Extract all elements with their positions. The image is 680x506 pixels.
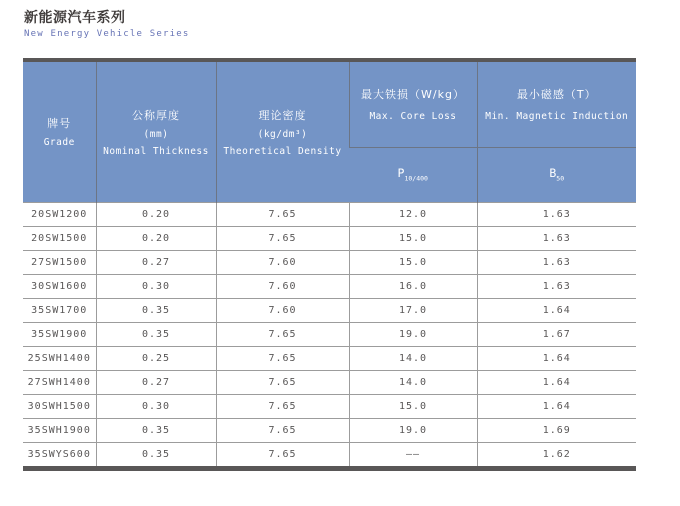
- table-cell: 7.65: [216, 418, 349, 442]
- table-cell: 1.64: [477, 346, 636, 370]
- header-theoretical-density: [216, 62, 349, 202]
- table-cell: 0.30: [96, 394, 216, 418]
- table-row: [23, 226, 636, 250]
- table-cell: 20SW1200: [23, 202, 96, 226]
- table-cell: ——: [349, 442, 477, 466]
- table-cell: 1.63: [477, 250, 636, 274]
- table-cell: 7.60: [216, 298, 349, 322]
- table-row: [23, 394, 636, 418]
- table-cell: 7.65: [216, 370, 349, 394]
- table-cell: 14.0: [349, 346, 477, 370]
- table-cell: 7.60: [216, 274, 349, 298]
- page-title: 新能源汽车系列: [24, 10, 126, 26]
- table-cell: 1.64: [477, 298, 636, 322]
- table-row: [23, 274, 636, 298]
- table-cell: 0.20: [96, 226, 216, 250]
- table-cell: 1.63: [477, 202, 636, 226]
- table-cell: 35SWYS600: [23, 442, 96, 466]
- header-density-zh: 理论密度: [258, 108, 307, 122]
- table-cell: 27SWH1400: [23, 370, 96, 394]
- table-cell: 0.20: [96, 202, 216, 226]
- table-cell: 7.65: [216, 322, 349, 346]
- spec-table-container: [23, 58, 636, 471]
- table-row: [23, 442, 636, 466]
- table-header: [23, 62, 636, 202]
- header-coreloss-en: Max. Core Loss: [369, 111, 457, 123]
- header-thickness-en: Nominal Thickness: [103, 145, 209, 157]
- p-symbol: P: [397, 166, 405, 181]
- header-b50: [477, 147, 636, 202]
- table-cell: 19.0: [349, 418, 477, 442]
- table-row: [23, 418, 636, 442]
- table-cell: 0.30: [96, 274, 216, 298]
- table-cell: 0.35: [96, 442, 216, 466]
- header-grade: [23, 62, 96, 202]
- table-cell: 30SW1600: [23, 274, 96, 298]
- header-thickness-zh: 公称厚度: [132, 108, 180, 122]
- header-induction-en: Min. Magnetic Induction: [485, 111, 629, 123]
- table-row: [23, 298, 636, 322]
- header-induction-zh: 最小磁感（T）: [516, 88, 597, 102]
- table-cell: 35SW1900: [23, 322, 96, 346]
- table-row: [23, 370, 636, 394]
- table-cell: 16.0: [349, 274, 477, 298]
- table-cell: 12.0: [349, 202, 477, 226]
- table-cell: 17.0: [349, 298, 477, 322]
- table-row: [23, 346, 636, 370]
- table-cell: 7.65: [216, 226, 349, 250]
- table-cell: 19.0: [349, 322, 477, 346]
- table-cell: 1.69: [477, 418, 636, 442]
- table-cell: 0.35: [96, 418, 216, 442]
- table-cell: 20SW1500: [23, 226, 96, 250]
- table-cell: 7.65: [216, 346, 349, 370]
- b-symbol: B: [549, 166, 557, 181]
- header-thickness-unit: (mm): [143, 128, 169, 140]
- table-cell: 1.62: [477, 442, 636, 466]
- table-cell: 25SWH1400: [23, 346, 96, 370]
- table-cell: 35SWH1900: [23, 418, 96, 442]
- table-cell: 7.65: [216, 442, 349, 466]
- table-row: [23, 322, 636, 346]
- table-cell: 0.27: [96, 250, 216, 274]
- table-cell: 1.64: [477, 394, 636, 418]
- table-cell: 0.35: [96, 322, 216, 346]
- header-density-en: Theoretical Density: [223, 145, 342, 157]
- table-cell: 15.0: [349, 226, 477, 250]
- header-grade-zh: 牌号: [47, 117, 72, 131]
- header-coreloss-zh: 最大铁损（W/kg）: [361, 88, 465, 102]
- header-min-magnetic-induction: [477, 62, 636, 147]
- table-cell: 1.63: [477, 226, 636, 250]
- b-subscript: 50: [556, 174, 565, 183]
- table-cell: 15.0: [349, 394, 477, 418]
- table-cell: 0.27: [96, 370, 216, 394]
- table-cell: 1.63: [477, 274, 636, 298]
- table-cell: 14.0: [349, 370, 477, 394]
- header-density-unit: (kg/dm³): [257, 128, 308, 140]
- table-body: [23, 202, 636, 466]
- table-cell: 27SW1500: [23, 250, 96, 274]
- table-row: [23, 202, 636, 226]
- spec-table: [23, 62, 636, 466]
- page-subtitle: New Energy Vehicle Series: [24, 29, 190, 39]
- header-grade-en: Grade: [43, 137, 75, 149]
- table-cell: 30SWH1500: [23, 394, 96, 418]
- table-cell: 1.64: [477, 370, 636, 394]
- table-cell: 0.35: [96, 298, 216, 322]
- table-cell: 7.60: [216, 250, 349, 274]
- table-row: [23, 250, 636, 274]
- header-max-core-loss: [349, 62, 477, 147]
- table-bottom-bar: [23, 466, 636, 471]
- header-nominal-thickness: [96, 62, 216, 202]
- table-cell: 1.67: [477, 322, 636, 346]
- table-cell: 0.25: [96, 346, 216, 370]
- table-cell: 7.65: [216, 202, 349, 226]
- table-cell: 15.0: [349, 250, 477, 274]
- header-p10-400: [349, 147, 477, 202]
- p-subscript: 10/400: [404, 174, 428, 183]
- table-cell: 35SW1700: [23, 298, 96, 322]
- table-cell: 7.65: [216, 394, 349, 418]
